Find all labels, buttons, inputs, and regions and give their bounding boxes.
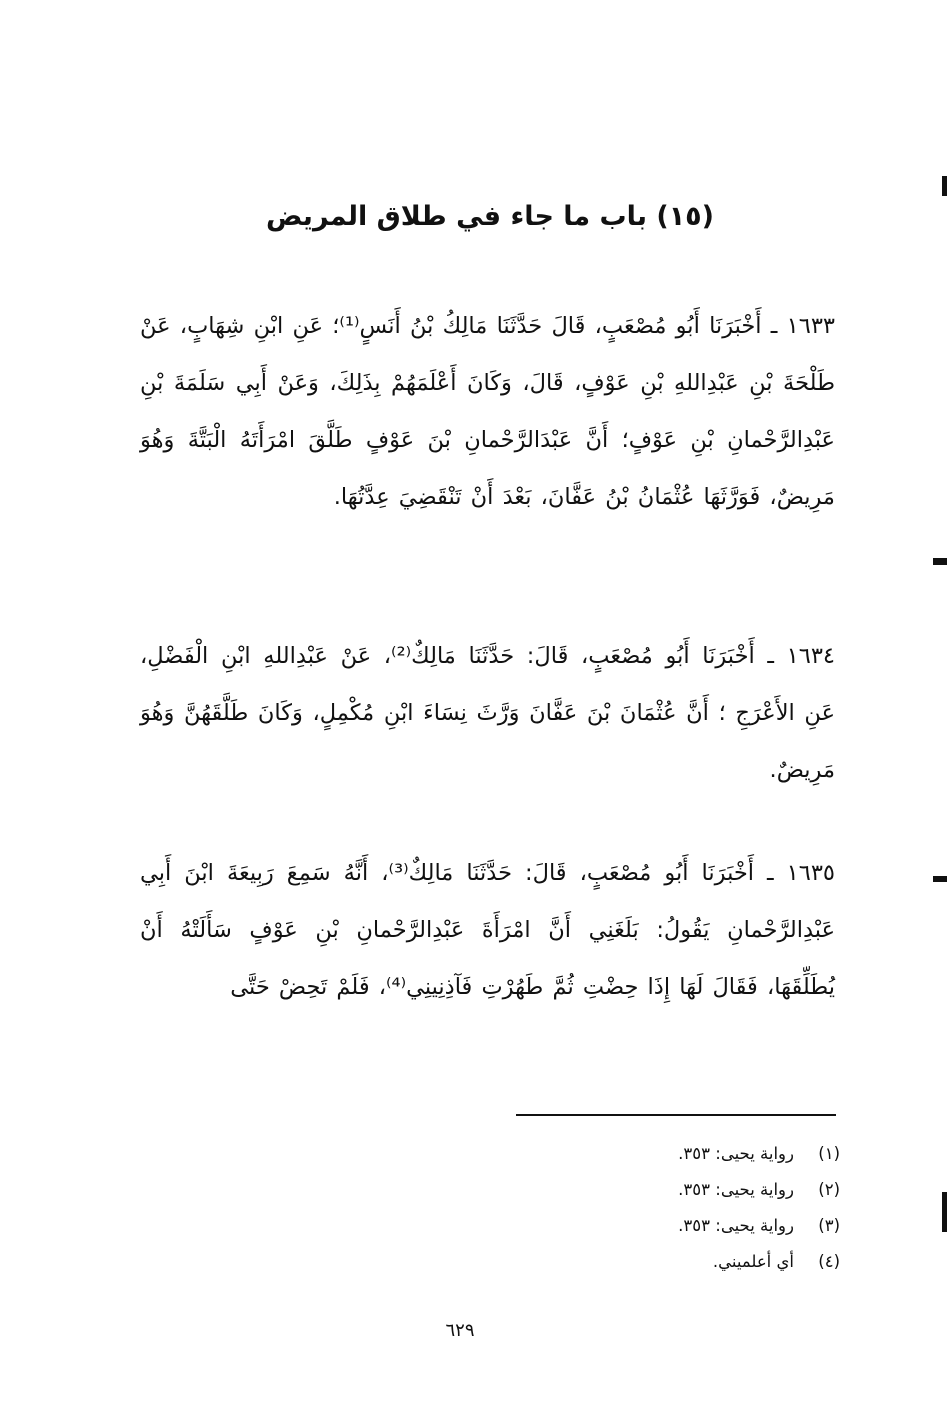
footnote-divider (516, 1114, 836, 1116)
hadith-paragraph-1635: ١٦٣٥ ـ أَخْبَرَنَا أَبُو مُصْعَبٍ، قَالَ: حَدَّثَنَا مَالِكٌ⁽³⁾، أَنَّهُ سَمِعَ رَبِيعَةَ ابْنَ أَبِي عَبْدِالرَّحْمانِ يَقُولُ: بَلَغَنِي أَنَّ امْرَأَةَ عَبْدِالرَّحْمانِ بْنِ عَوْفٍ سَأَلَتْهُ أَنْ يُطَلِّقَهَا، فَقَالَ لَهَا إِذَا حِضْتِ ثُمَّ طَهُرْتِ فَآذِنِينِي⁽⁴⁾، فَلَمْ تَحِضْ حَتَّى (140, 860, 835, 1000)
page-number: ٦٢٩ (445, 1320, 475, 1341)
chapter-heading: (١٥) باب ما جاء في طلاق المريض (265, 201, 715, 232)
footnote-item (540, 1172, 840, 1208)
scan-edge-mark (942, 1192, 947, 1232)
footnote-mark: (٢) (818, 1180, 840, 1199)
scan-edge-mark (933, 558, 947, 565)
hadith-paragraph-1634: ١٦٣٤ ـ أَخْبَرَنَا أَبُو مُصْعَبٍ، قَالَ: حَدَّثَنَا مَالِكٌ⁽²⁾، عَنْ عَبْدِاللهِ ابْنِ الْفَضْلِ، عَنِ الأَعْرَجِ ؛ أَنَّ عُثْمَانَ بْنَ عَفَّانَ وَرَّثَ نِسَاءَ ابْنِ مُكْمِلٍ، وَكَانَ طَلَّقَهُنَّ وَهُوَ مَرِيضٌ. (140, 643, 835, 783)
footnote-text: رواية يحيى: ٣٥٣. (678, 1216, 794, 1235)
footnotes (540, 1136, 840, 1280)
scan-edge-mark (942, 176, 947, 196)
footnote-item (540, 1136, 840, 1172)
footnote-text: رواية يحيى: ٣٥٣. (678, 1180, 794, 1199)
footnote-item (540, 1208, 840, 1244)
hadith-paragraph-1633: ١٦٣٣ ـ أَخْبَرَنَا أَبُو مُصْعَبٍ، قَالَ حَدَّثَنَا مَالِكُ بْنُ أَنَسٍ⁽¹⁾؛ عَنِ ابْنِ شِهَابٍ، عَنْ طَلْحَةَ بْنِ عَبْدِاللهِ بْنِ عَوْفٍ، قَالَ، وَكَانَ أَعْلَمَهُمْ بِذَلِكَ، وَعَنْ أَبِي سَلَمَةَ بْنِ عَبْدِالرَّحْمانِ بْنِ عَوْفٍ؛ أَنَّ عَبْدَالرَّحْمانِ بْنَ عَوْفٍ طَلَّقَ امْرَأَتَهُ الْبَتَّةَ وَهُوَ مَرِيضٌ، فَوَرَّثَهَا عُثْمَانُ بْنُ عَفَّانَ، بَعْدَ أَنْ تَنْقَضِيَ عِدَّتُهَا. (140, 313, 835, 510)
scan-edge-mark (933, 876, 947, 882)
footnote-mark: (٣) (818, 1216, 840, 1235)
footnote-text: أي أعلميني. (712, 1252, 794, 1271)
footnote-mark: (١) (818, 1144, 840, 1163)
footnote-mark: (٤) (818, 1252, 840, 1271)
footnote-text: رواية يحيى: ٣٥٣. (678, 1144, 794, 1163)
footnote-item (540, 1244, 840, 1280)
